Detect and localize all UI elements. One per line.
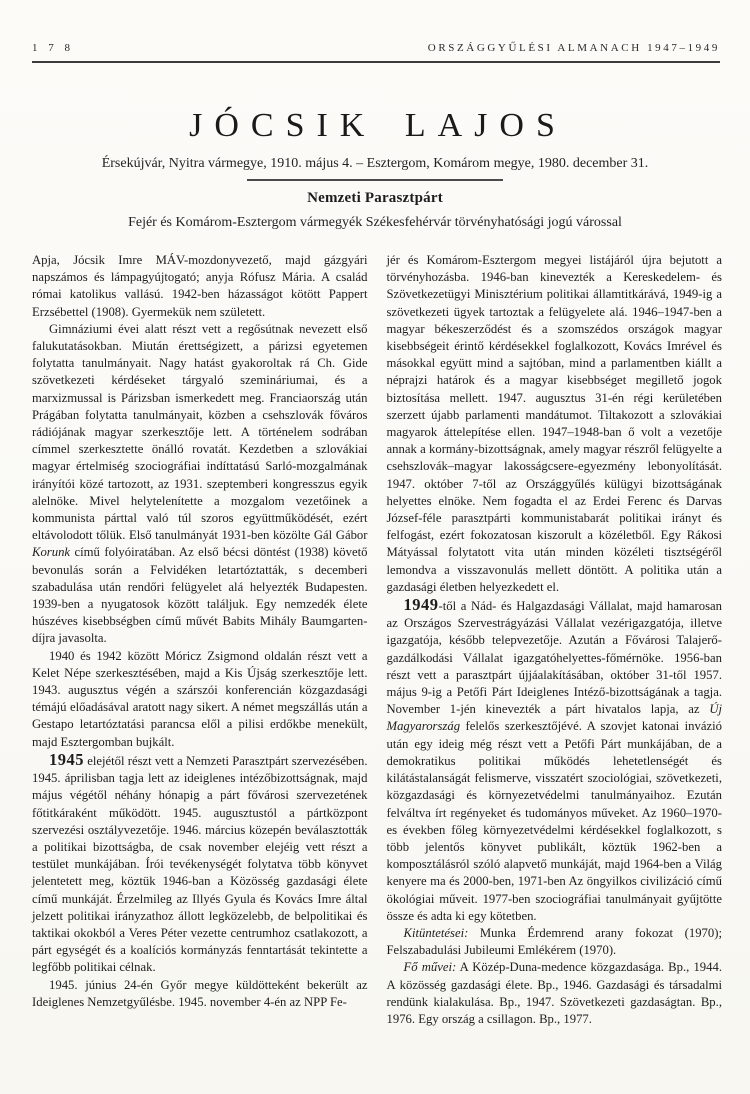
paragraph <box>32 751 368 977</box>
almanac-header-title: ORSZÁGGYŰLÉSI ALMANACH 1947–1949 <box>427 42 720 54</box>
text-run: 1940 és 1942 között Móricz Zsigmond oldalán részt vett a Kelet Népe szerkesztésében, majd a Kis Újság szerkesztője lett. 1943. augusztus végén a szárszói konferencián közgazdasági témájú előadásával aratott nagy sikert. A német megszállás után a Gestapo letartóztatási parancsa elől a pilisi erdőkbe menekült, majd Esztergomban bujkált. <box>32 648 368 749</box>
paragraph <box>32 648 368 751</box>
italic-run: Új Magyarország <box>386 702 722 734</box>
paragraph <box>32 977 368 1011</box>
entry-party: Nemzeti Parasztpárt <box>307 190 443 206</box>
text-run: című folyóiratában. Az első bécsi döntést (1938) követő bevonulás során a Felvidéken letartóztatták, s decemberi szabadulása után rendőri felügyelet alá helyezték Budapesten. 1939-ben a nyugatosok között találjuk. Egy nemzedék élete húszéves kisebbségben című művét Babits Mihály Baumgarten-díjra javasolta. <box>32 545 368 646</box>
paragraph <box>32 321 368 648</box>
paragraph <box>387 596 723 925</box>
running-header <box>32 42 720 63</box>
text-run: jér és Komárom-Esztergom megyei listájáról újra bejutott a törvényhozásba. 1946-ban kinevezték a Kereskedelem- és Szövetkezetügyi Minisztérium politikai államtitkárává, 1949-ig a szövetkezeti ügyek tartoztak a felügyelete alá. 1946–1947-ben a magyar békeszerződést és a szomszédos országok magyar kisebbségeit érintő kérdésekkel foglalkozott, Kovács Imrével és másokkal együtt mind a sajtóban, mind a parlamentben kiállt a néprajzi határok és a magyar kisebbséget megillető jogok biztosítása mellett. 1947. augusztus 31-én régi kerületében szerzett újabb parlamenti mandátumot. Tiltakozott a szlovákiai magyarok áttelepítése ellen. 1947–1948-ban ő volt a vezetője annak a kormány-bizottságnak, amely magyar részről felügyelte a csehszlovák–magyar lakosságcsere-egyezmény lebonyolítását. 1947. október 7-től az Országgyűlés külügyi bizottságának helyettes elnöke. Nem fogadta el az Erdei Ferenc és Darvas József-féle parasztpárti kommunistabarát politikai irányt és felfogást, ezért fokozatosan kiszorult a közéletből. Egy Rákosi Mátyással folytatott vita után minden közéleti tisztségéről lemondva a visszavonulás mellett döntött. A politika után a gazdasági életben helyezkedett el. <box>386 253 722 594</box>
text-run: 1945. június 24-én Győr megye küldötteként bekerült az Ideiglenes Nemzetgyűlésbe. 1945. november 4-én az NPP Fe- <box>32 977 368 1009</box>
paragraph <box>32 252 368 321</box>
text-run: Apja, Jócsik Imre MÁV-mozdonyvezető, majd gázgyári napszámos és lámpagyújtogató; anyja Rófusz Mária. A család római katolikus vallású. 1942-ben házasságot kötött Pappert Erzsébettel (1908). Gyermekük nem született. <box>32 253 368 319</box>
paragraph <box>387 252 723 596</box>
paragraph <box>387 959 723 1028</box>
year-marker: 1945 <box>49 749 84 769</box>
text-run: A Közép-Duna-medence közgazdasága. Bp., 1944. A közösség gazdasági élete. Bp., 1946. Gazdasági és társadalmi rendünk kialakulása. Bp., 1947. Szövetkezeti gazdaságtan. Bp., 1976. Egy ország a csillagon. Bp., 1977. <box>386 960 722 1026</box>
right-column <box>387 252 723 1028</box>
year-marker: 1949 <box>403 595 439 615</box>
entry-district: Fejér és Komárom-Esztergom vármegyék Székesfehérvár törvényhatósági jogú várossal <box>128 215 622 230</box>
text-run: Munka Érdemrend arany fokozat (1970); Felszabadulási Jubileumi Emlékérem (1970). <box>386 925 722 958</box>
page-number: 1 7 8 <box>32 42 74 54</box>
paragraph <box>387 925 723 959</box>
italic-run: Fő művei: <box>403 960 457 975</box>
text-run: Gimnáziumi évei alatt részt vett a regősútnak nevezett első falukutatásokban. Miután érettségizett, a párizsi egyetemen folytatta tanulmányait. Nagy hatást gyakoroltak rá Ch. Gide szövetkezeti kérdéseket tárgyaló szemináriumai, és a marxizmussal is Párizsban ismerkedett meg. Franciaország után Prágában folytatta tanulmányait, közben a csehszlovák főváros rádiójának magyar szerkesztője lett. A történelem sodrában címmel szerkesztette önálló rovatát. Kezdetben a szlovákiai magyar értelmiség szociográfiai indíttatású Sarló-mozgalmának irányítói közé tartozott, az 1931. szeptemberi kongresszus egyik alelnöke. Mivel helytelenítette a mozgalom vezetőinek a kommunista párttal való túl szoros együttműködését, ezért eltávolodott tőlük. Első tanulmányát 1931-ben közölte Gál Gábor <box>32 321 368 543</box>
left-column <box>32 252 368 1028</box>
subtitle-divider-rule <box>247 179 503 181</box>
entry-name-heading: JÓCSIK LAJOS <box>189 107 567 144</box>
text-run: -től a Nád- és Halgazdasági Vállalat, majd hamarosan az Országos Szervestrágyázási Vállalat vezérigazgatója, illetve igazgatója, később telepvezetője. Azután a Fővárosi Talajerő-gazdálkodási Vállalat igazgatóhelyettes-főmérnöke. 1956-ban részt vett a parasztpárt újjáalakításában, október 31-től 1957. május 9-ig a Petőfi Párt Ideiglenes Intéző-bizottságának a tagja. November 1-jén kinevezték a párt hivatalos lapja, az <box>386 599 722 717</box>
italic-run: Kitüntetései: <box>403 925 469 940</box>
text-run: elejétől részt vett a Nemzeti Parasztpárt szervezésében. 1945. áprilisban tagja lett az ideiglenes intézőbizottságnak, majd május végétől néhány hónapig a párt fővárosi szervezetének főtitkáraként működött. 1945. augusztustól a pártközpont szervezési osztályvezetője. 1946. március közepén beválasztották a politikai bizottságba, de csak november elejéig vett részt a testület munkájában. Írói tevékenységét folytatva több könyvet jelentetett meg, köztük 1946-ban a Közösség gazdasági élete című munkáját. Érzelmileg az Illyés Gyula és Kovács Imre által jelzett politikai irányzathoz állott legközelebb, de belpolitikai és taktikai okokból a Veres Péter vezette centrumhoz csatlakozott, a párt egységét és a koalíciós kormányzás fenntartását tekintette a legfőbb politikai célnak. <box>32 753 368 975</box>
entry-birth-death: Érsekújvár, Nyitra vármegye, 1910. május 4. – Esztergom, Komárom megye, 1980. december 31. <box>101 156 649 171</box>
text-run: felelős szerkesztőjévé. A szovjet katonai invázió után egy ideig még részt vett a Petőfi Párt munkájában, de a demokratikus politikai működés lehetetlenségét és kilátástalanságát felismerve, visszatért szociológiai, szövetkezeti, közgazdasági és környezetvédelmi tanulmányaihoz. Ezután felváltva írt regényeket és tudományos műveket. Az 1960–1970-es években főleg környezetvédelmi kérdésekkel foglalkozott, s több jelentős könyvet publikált, köztük 1962-ben a komposztálásról szóló alapvető munkáját, majd 1964-ben a Világ kenyere ma és 2000-ben, 1971-ben Az öngyilkos civilizáció című ökológiai műveit. 1977-ben szociográfiai tanulmányait gyűjtötte össze és adta ki egy kötetben. <box>386 719 722 923</box>
italic-run: Korunk <box>32 545 71 560</box>
biography-columns <box>32 252 722 1028</box>
